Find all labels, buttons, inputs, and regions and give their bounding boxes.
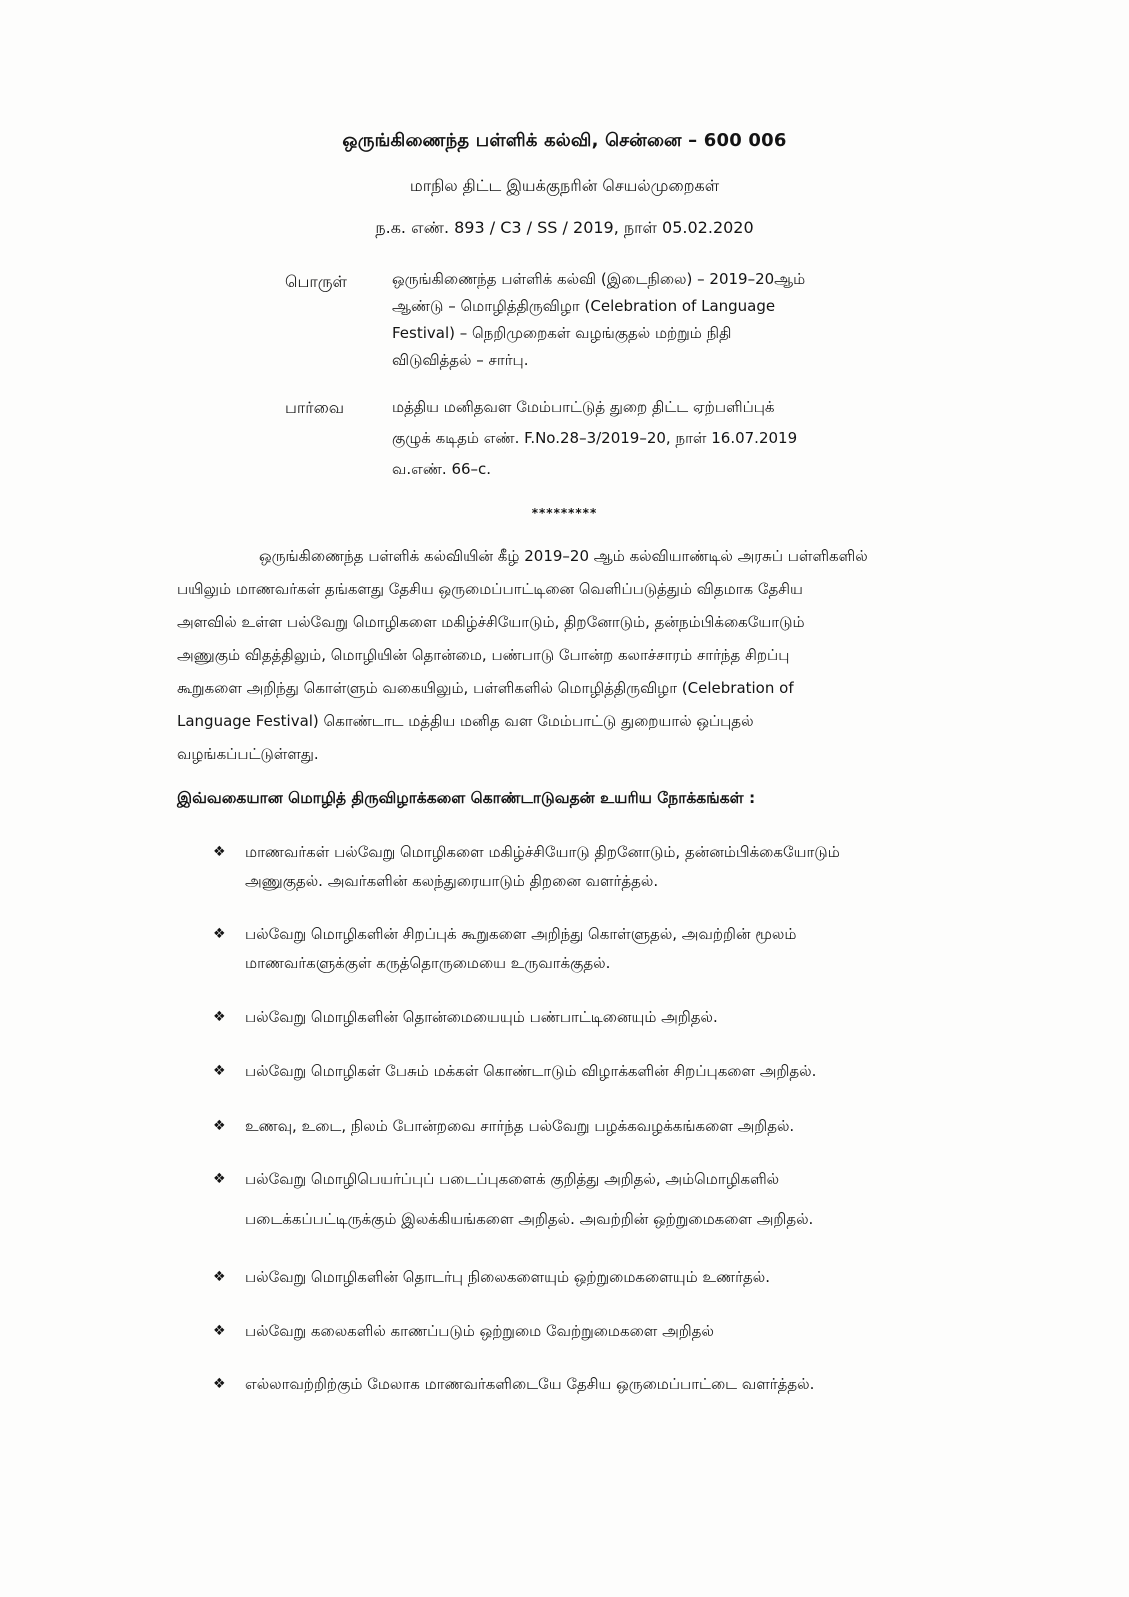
diamond-bullet-icon: ❖ [213, 926, 226, 942]
objective-line: அணுகுதல். அவர்களின் கலந்துரையாடும் திறனை வளர்த்தல். [245, 872, 659, 890]
separator: ********* [531, 506, 598, 520]
diamond-bullet-icon: ❖ [213, 1009, 226, 1025]
objective-item [213, 1317, 983, 1346]
diamond-bullet-icon: ❖ [213, 1063, 226, 1079]
reference-number: ந.க. எண். 893 / C3 / SS / 2019, நாள் 05.02.2020 [375, 218, 754, 237]
diamond-bullet-icon: ❖ [213, 1323, 226, 1339]
paragraph-line: பயிலும் மாணவர்கள் தங்களது தேசிய ஒருமைப்பாட்டினை வெளிப்படுத்தும் விதமாக தேசிய [177, 580, 803, 598]
objective-line: பல்வேறு மொழிகளின் தொன்மையையும் பண்பாட்டினையும் அறிதல். [245, 1008, 718, 1026]
objective-line: மாணவர்கள் பல்வேறு மொழிகளை மகிழ்ச்சியோடு திறனோடும், தன்னம்பிக்கையோடும் [245, 843, 840, 861]
objective-line: பல்வேறு மொழிகள் பேசும் மக்கள் கொண்டாடும் விழாக்களின் சிறப்புகளை அறிதல். [245, 1062, 817, 1080]
objective-item [213, 1112, 983, 1141]
objective-line: மாணவர்களுக்குள் கருத்தொருமையை உருவாக்குதல். [245, 954, 611, 972]
objective-item [213, 838, 983, 896]
reference-label: பார்வை [285, 398, 345, 417]
objective-line: உணவு, உடை, நிலம் போன்றவை சார்ந்த பல்வேறு பழக்கவழக்கங்களை அறிதல். [245, 1117, 795, 1135]
diamond-bullet-icon: ❖ [213, 1376, 226, 1392]
objective-item [213, 920, 983, 978]
paragraph-line: ஒருங்கிணைந்த பள்ளிக் கல்வியின் கீழ் 2019–20 ஆம் கல்வியாண்டில் அரசுப் பள்ளிகளில் [259, 547, 868, 565]
paragraph-line: அளவில் உள்ள பல்வேறு மொழிகளை மகிழ்ச்சியோடும், திறனோடும், தன்நம்பிக்கையோடும் [177, 613, 805, 631]
reference-line: வ.எண். 66–c. [392, 460, 492, 478]
objective-item [213, 1057, 983, 1086]
subject-line: விடுவித்தல் – சார்பு. [392, 351, 529, 369]
subject-line: ஆண்டு – மொழித்திருவிழா (Celebration of Language [392, 297, 776, 315]
paragraph-line: கூறுகளை அறிந்து கொள்ளும் வகையிலும், பள்ளிகளில் மொழித்திருவிழா (Celebration of [177, 679, 794, 697]
proceedings-title: மாநில திட்ட இயக்குநரின் செயல்முறைகள் [409, 176, 720, 195]
subject-line: ஒருங்கிணைந்த பள்ளிக் கல்வி (இடைநிலை) – 2019–20ஆம் [392, 270, 806, 288]
subject-body [392, 266, 900, 374]
objective-line: பல்வேறு மொழிகளின் சிறப்புக் கூறுகளை அறிந்து கொள்ளுதல், அவற்றின் மூலம் [245, 925, 797, 943]
paragraph-line: அணுகும் விதத்திலும், மொழியின் தொன்மை, பண்பாடு போன்ற கலாச்சாரம் சார்ந்த சிறப்பு [177, 646, 790, 664]
diamond-bullet-icon: ❖ [213, 1171, 226, 1187]
objective-line: பல்வேறு கலைகளில் காணப்படும் ஒற்றுமை வேற்றுமைகளை அறிதல் [245, 1322, 714, 1340]
objective-item [213, 1003, 983, 1032]
paragraph-line: Language Festival) கொண்டாட மத்திய மனித வள மேம்பாட்டு துறையால் ஒப்புதல் [177, 712, 754, 730]
reference-line: மத்திய மனிதவள மேம்பாட்டுத் துறை திட்ட ஏற்பளிப்புக் [392, 398, 775, 416]
objective-line: எல்லாவற்றிற்கும் மேலாக மாணவர்களிடையே தேசிய ஒருமைப்பாட்டை வளர்த்தல். [245, 1375, 815, 1393]
objectives-heading: இவ்வகையான மொழித் திருவிழாக்களை கொண்டாடுவதன் உயரிய நோக்கங்கள் : [177, 789, 756, 807]
objective-line: பல்வேறு மொழிபெயர்ப்புப் படைப்புகளைக் குறித்து அறிதல், அம்மொழிகளில் [245, 1170, 780, 1188]
reference-line: குழுக் கடிதம் எண். F.No.28–3/2019–20, நாள் 16.07.2019 [392, 429, 798, 447]
objective-item [213, 1370, 983, 1399]
objective-line: பல்வேறு மொழிகளின் தொடர்பு நிலைகளையும் ஒற்றுமைகளையும் உணர்தல். [245, 1268, 770, 1286]
objective-continuation: படைக்கப்பட்டிருக்கும் இலக்கியங்களை அறிதல். அவற்றின் ஒற்றுமைகளை அறிதல். [245, 1210, 814, 1228]
office-title: ஒருங்கிணைந்த பள்ளிக் கல்வி, சென்னை – 600 006 [342, 130, 787, 151]
diamond-bullet-icon: ❖ [213, 844, 226, 860]
objective-item [213, 1165, 983, 1194]
objective-item [213, 1263, 983, 1292]
intro-paragraph [177, 540, 992, 771]
subject-line: Festival) – நெறிமுறைகள் வழங்குதல் மற்றும் நிதி [392, 324, 732, 342]
diamond-bullet-icon: ❖ [213, 1269, 226, 1285]
subject-label: பொருள் [285, 272, 347, 291]
diamond-bullet-icon: ❖ [213, 1118, 226, 1134]
reference-body [392, 392, 900, 485]
paragraph-line: வழங்கப்பட்டுள்ளது. [177, 745, 319, 763]
